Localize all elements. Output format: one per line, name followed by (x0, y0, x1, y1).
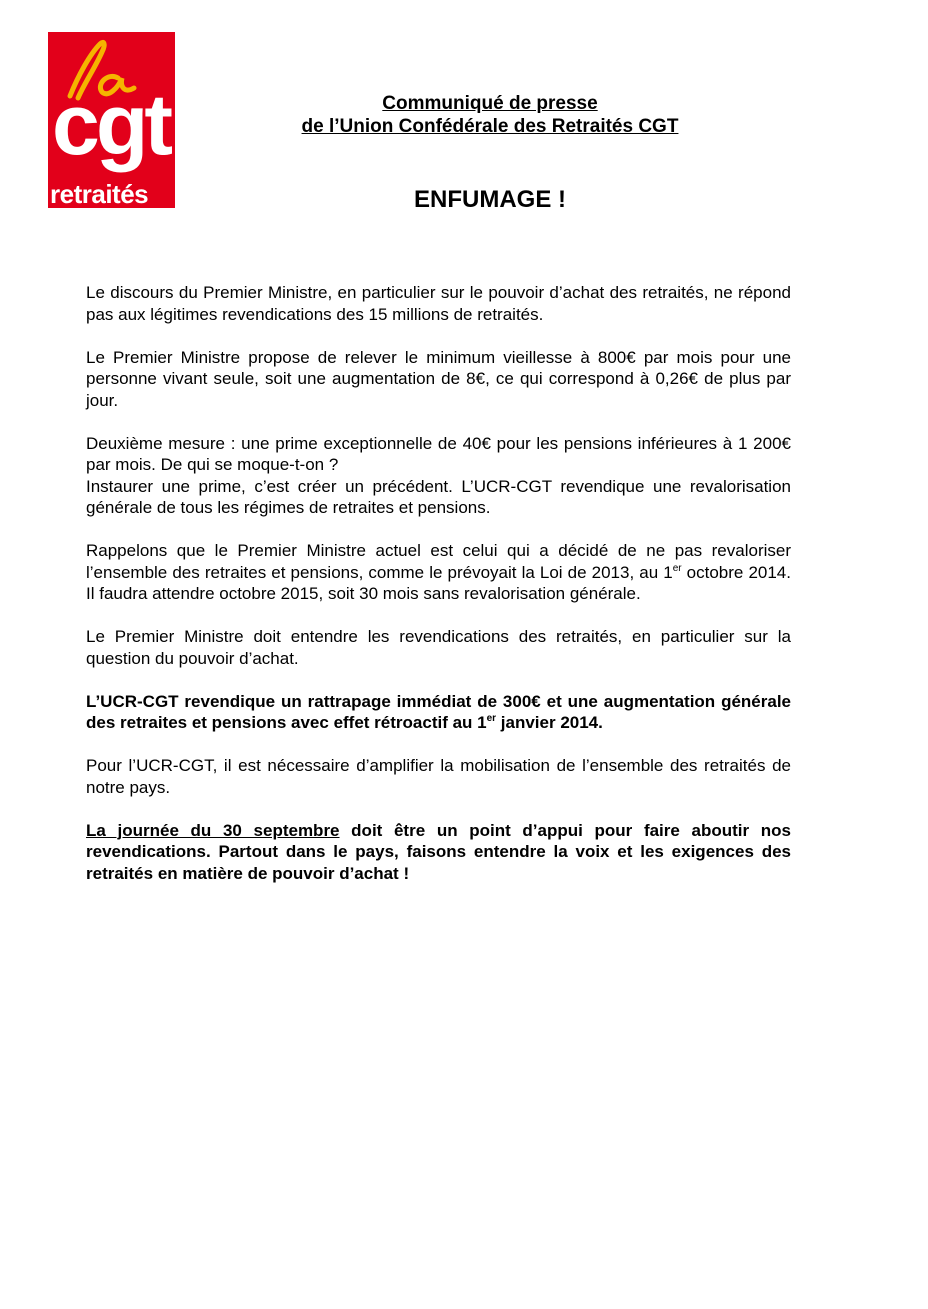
header-line-2: de l’Union Confédérale des Retraités CGT (301, 116, 679, 137)
mobilisation-date: La journée du 30 septembre (86, 820, 340, 840)
paragraph-7: Pour l’UCR-CGT, il est nécessaire d’amplifier la mobilisation de l’ensemble des retraités de notre pays. (86, 756, 791, 797)
paragraph-5: Le Premier Ministre doit entendre les revendications des retraités, en particulier sur la question du pouvoir d’achat. (86, 627, 791, 668)
logo-retraites-text: retraités (50, 179, 149, 208)
paragraph-4-text-a: Rappelons que le Premier Ministre actuel est celui qui a décidé de ne pas revaloriser l’ensemble des retraites et pensions, comme le prévoyait la Loi de 2013, au 1 (86, 541, 791, 582)
paragraph-3 (86, 433, 791, 519)
logo-cgt-text: cgt (52, 77, 169, 173)
document-body (86, 282, 791, 906)
paragraph-2: Le Premier Ministre propose de relever le minimum vieillesse à 800€ par mois pour une personne vivant seule, soit une augmentation de 8€, ce qui correspond à 0,26€ de plus par jour. (86, 347, 791, 410)
press-release-header (200, 92, 780, 138)
paragraph-4-text-b: octobre 2014. Il faudra attendre octobre 2015, soit 30 mois sans revalorisation générale. (86, 562, 791, 603)
document-title: ENFUMAGE ! (414, 186, 566, 213)
paragraph-3-line-1: Deuxième mesure : une prime exceptionnelle de 40€ pour les pensions inférieures à 1 200€ par mois. De qui se moque-t-on ? (86, 433, 791, 474)
paragraph-8-text: doit être un point d’appui pour faire aboutir nos revendications. Partout dans le pays, faisons entendre la voix et les exigences des retraités en matière de pouvoir d’achat ! (86, 820, 791, 883)
paragraph-4 (86, 540, 791, 605)
paragraph-6-text-a: L’UCR-CGT revendique un rattrapage immédiat de 300€ et une augmentation générale des retraites et pensions avec effet rétroactif au 1 (86, 691, 791, 732)
cgt-retraites-logo (48, 32, 175, 208)
paragraph-6-text-b: janvier 2014. (496, 713, 603, 732)
paragraph-6-superscript: er (486, 713, 497, 724)
header-line-1: Communiqué de presse (382, 93, 598, 114)
paragraph-6-demand (86, 691, 791, 734)
paragraph-1: Le discours du Premier Ministre, en particulier sur le pouvoir d’achat des retraités, ne répond pas aux légitimes revendications des 15 millions de retraités. (86, 283, 791, 324)
paragraph-8-call-to-action (86, 820, 791, 885)
paragraph-4-superscript: er (672, 562, 682, 574)
paragraph-3-line-2: Instaurer une prime, c’est créer un précédent. L’UCR-CGT revendique une revalorisation générale de tous les régimes de retraites et pensions. (86, 476, 791, 517)
